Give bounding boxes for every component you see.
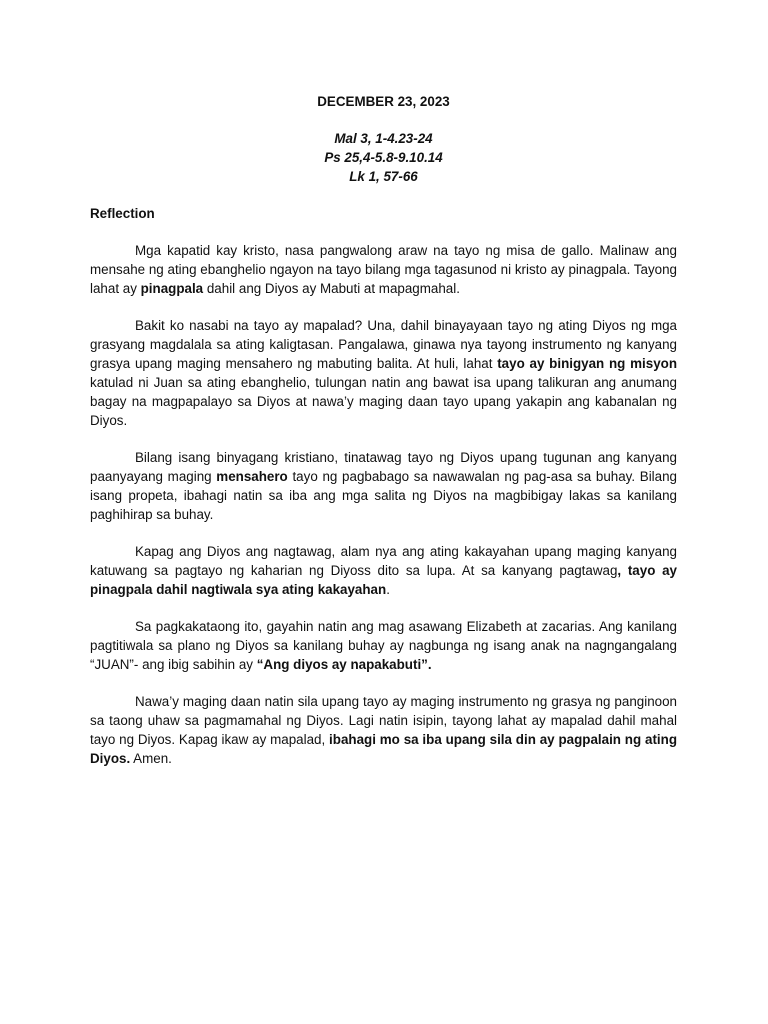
document-page — [90, 92, 677, 786]
reading-2: Ps 25,4-5.8-9.10.14 — [324, 150, 443, 165]
paragraph-4 — [90, 542, 677, 599]
scripture-readings — [90, 129, 677, 186]
text-run: Sa pagkakataong ito, gayahin natin ang mag asawang Elizabeth at zacarias. Ang kanilang pagtitiwala sa plano ng Diyos sa kanilang buhay ay nagbunga ng isang anak na nagngangalang “JUAN”- ang ibig sabihin ay — [90, 619, 677, 672]
text-run: Kapag ang Diyos ang nagtawag, alam nya ang ating kakayahan upang maging kanyang katuwang sa pagtayo ng kaharian ng Diyoss dito sa lupa. At sa kanyang pagtawag — [90, 544, 677, 578]
text-run: dahil ang Diyos ay Mabuti at mapagmahal. — [203, 281, 460, 296]
paragraph-1 — [90, 241, 677, 298]
text-run: katulad ni Juan sa ating ebanghelio, tulungan natin ang bawat isa upang talikuran ang anumang bagay na magpapalayo sa Diyos at nawa’y maging daan tayo upang yakapin ang kabanalan ng Diyos. — [90, 375, 677, 428]
text-run: Mga kapatid kay kristo, nasa pangwalong araw na tayo ng misa de gallo. Malinaw ang mensahe ng ating ebanghelio ngayon na tayo bilang mga tagasunod ni kristo ay pinagpala. Tayong lahat ay — [90, 243, 677, 296]
reading-1: Mal 3, 1-4.23-24 — [334, 131, 433, 146]
text-run: “Ang diyos ay napakabuti”. — [256, 657, 432, 672]
text-run: . — [386, 582, 390, 597]
document-date: DECEMBER 23, 2023 — [317, 94, 450, 109]
paragraph-6 — [90, 692, 677, 768]
text-run: Bakit ko nasabi na tayo ay mapalad? Una, dahil binayayaan tayo ng ating Diyos ng mga grasyang magdalala sa ating kaligtasan. Pangalawa, ginawa nya tayong instrumento ng kanyang grasya upang maging mensahero ng mabuting balita. At huli, lahat — [90, 318, 677, 371]
paragraph-5 — [90, 617, 677, 674]
section-heading: Reflection — [90, 206, 155, 221]
text-run: , tayo ay pinagpala dahil nagtiwala sya ating kakayahan — [90, 563, 678, 597]
reading-3: Lk 1, 57-66 — [349, 169, 418, 184]
text-run: tayo ng pagbabago sa nawawalan ng pag-asa sa buhay. Bilang isang propeta, ibahagi natin sa iba ang mga salita ng Diyos na magbibigay lakas sa kanilang paghihirap sa buhay. — [90, 469, 678, 522]
text-run: mensahero — [216, 469, 288, 484]
text-run: pinagpala — [140, 281, 204, 296]
text-run: Bilang isang binyagang kristiano, tinatawag tayo ng Diyos upang tugunan ang kanyang paanyayang maging — [90, 450, 677, 484]
text-run: tayo ay binigyan ng misyon — [497, 356, 677, 371]
paragraph-3 — [90, 448, 677, 524]
text-run: Nawa’y maging daan natin sila upang tayo ay maging instrumento ng grasya ng panginoon sa taong uhaw sa pagmamahal ng Diyos. Lagi natin isipin, tayong lahat ay mapalad dahil mahal tayo ng Diyos. Kapag ikaw ay mapalad, — [90, 694, 677, 747]
reflection-body — [90, 241, 677, 768]
paragraph-2 — [90, 316, 677, 430]
text-run: ibahagi mo sa iba upang sila din ay pagpalain ng ating Diyos. — [90, 732, 677, 766]
text-run: Amen. — [130, 751, 172, 766]
